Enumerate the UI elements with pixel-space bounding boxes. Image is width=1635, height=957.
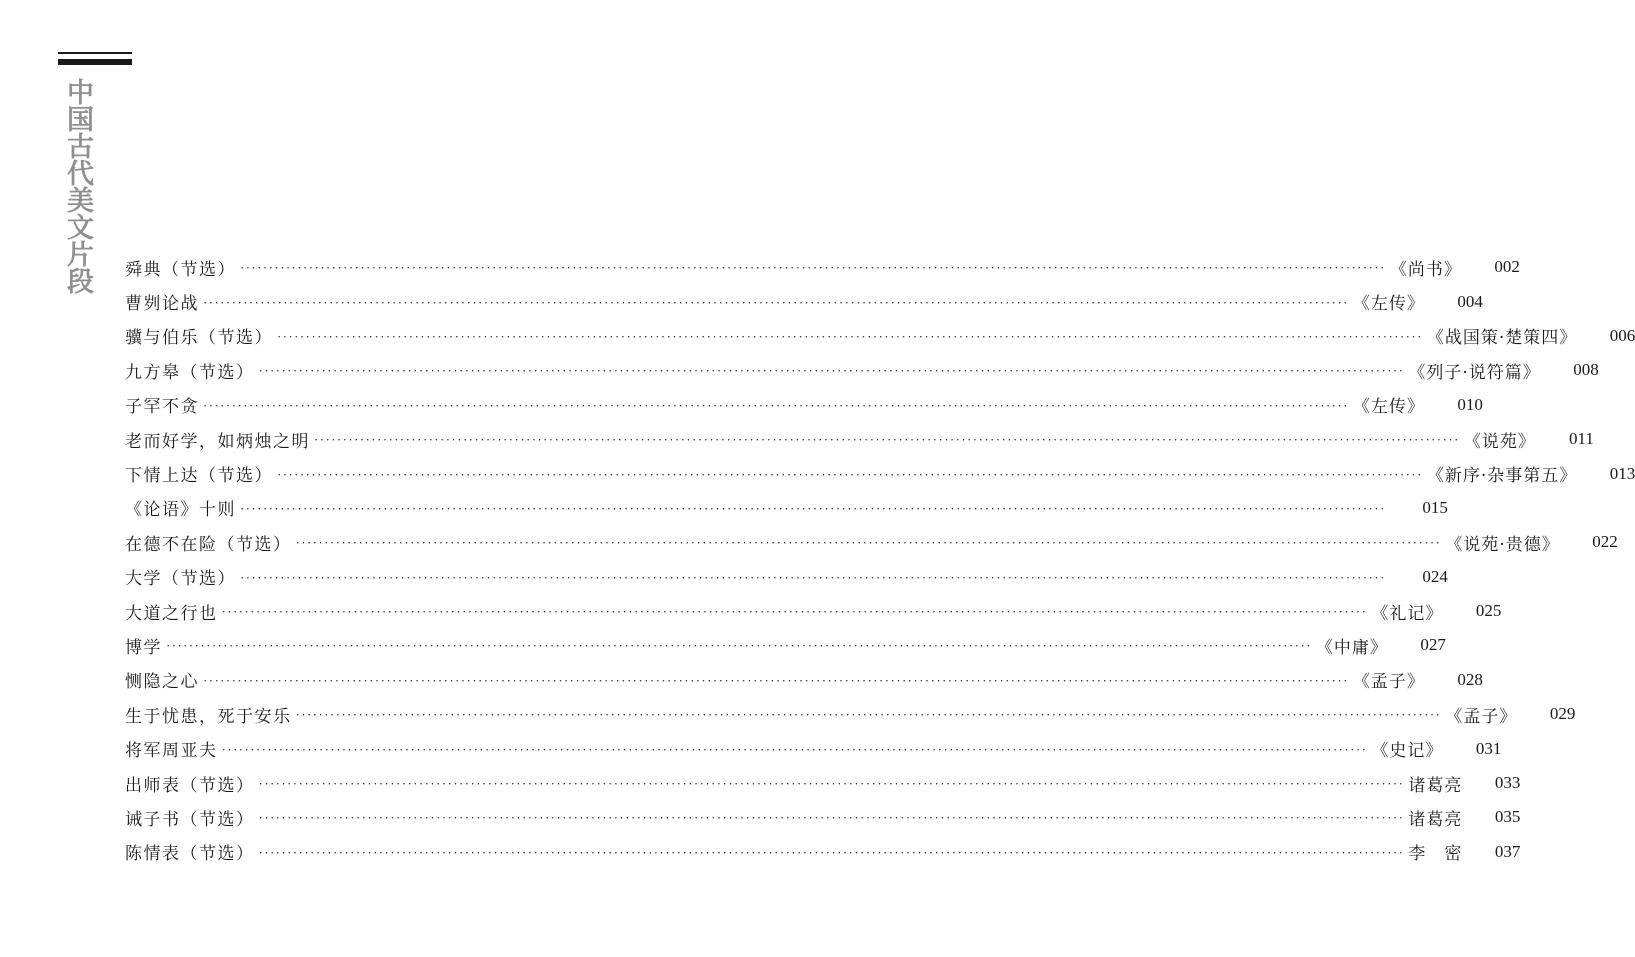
toc-entry-title: 下情上达（节选） — [125, 466, 273, 487]
toc-leader-dots: ········································································································································································································ — [221, 741, 1368, 757]
toc-entry[interactable] — [125, 628, 1446, 662]
header-rule-thick — [58, 59, 132, 65]
toc-entry-page: 037 — [1494, 841, 1521, 861]
toc-entry-source: 诸葛亮 — [1408, 775, 1463, 796]
toc-entry-source: 《孟子》 — [1445, 706, 1518, 727]
toc-entry-source: 《说苑·贵德》 — [1445, 534, 1560, 555]
toc-entry-page: 028 — [1457, 669, 1483, 689]
toc-leader-dots: ········································································································································································································ — [240, 569, 1386, 585]
toc-entry-page: 008 — [1573, 360, 1599, 380]
toc-entry-page: 024 — [1422, 566, 1448, 586]
toc-entry-page: 029 — [1549, 704, 1576, 724]
toc-entry[interactable] — [125, 663, 1483, 697]
toc-entry-source: 《战国策·楚策四》 — [1426, 328, 1578, 349]
toc-entry-page: 010 — [1457, 394, 1483, 414]
toc-entry-title: 诫子书（节选） — [125, 809, 255, 830]
toc-leader-dots: ········································································································································································································ — [203, 672, 1349, 688]
toc-entry-source: 《尚书》 — [1389, 259, 1462, 280]
table-of-contents — [125, 250, 1635, 869]
toc-entry[interactable] — [125, 560, 1448, 594]
toc-entry-title: 九方皋（节选） — [125, 362, 255, 383]
toc-entry[interactable] — [125, 731, 1502, 765]
toc-entry-source: 《列子·说符篇》 — [1408, 362, 1541, 383]
toc-entry-title: 陈情表（节选） — [125, 844, 255, 865]
toc-leader-dots: ········································································································································································································ — [295, 707, 1442, 723]
toc-entry-page: 033 — [1494, 773, 1521, 793]
toc-leader-dots: ········································································································································································································ — [258, 844, 1405, 860]
series-title: 中国古代美文片段 — [62, 78, 93, 294]
toc-entry-source: 《左传》 — [1352, 397, 1425, 418]
toc-entry-title: 在德不在险（节选） — [125, 534, 292, 555]
toc-entry[interactable] — [125, 594, 1502, 628]
toc-entry-source: 《礼记》 — [1371, 603, 1444, 624]
toc-leader-dots: ········································································································································································································ — [203, 294, 1349, 310]
toc-entry-source: 《史记》 — [1371, 741, 1444, 762]
toc-leader-dots: ········································································································································································································ — [258, 810, 1405, 826]
toc-entry-page: 011 — [1568, 429, 1594, 449]
toc-entry-title: 舜典（节选） — [125, 259, 236, 280]
toc-entry-source: 《孟子》 — [1352, 672, 1425, 693]
toc-entry-title: 老而好学，如炳烛之明 — [125, 431, 310, 452]
toc-leader-dots: ········································································································································································································ — [258, 776, 1405, 792]
toc-entry-page: 004 — [1457, 291, 1483, 311]
toc-entry[interactable] — [125, 319, 1635, 353]
toc-entry-title: 生于忧患，死于安乐 — [125, 706, 292, 727]
header-rule-thin — [58, 52, 132, 54]
toc-leader-dots: ········································································································································································································ — [295, 535, 1442, 551]
toc-entry-page: 025 — [1475, 601, 1502, 621]
toc-entry-title: 大学（节选） — [125, 569, 236, 590]
toc-leader-dots: ········································································································································································································ — [258, 363, 1405, 379]
toc-entry-title: 大道之行也 — [125, 603, 218, 624]
toc-entry-source: 《左传》 — [1352, 294, 1425, 315]
toc-entry-title: 恻隐之心 — [125, 672, 199, 693]
toc-entry[interactable] — [125, 766, 1521, 800]
toc-entry-title: 子罕不贪 — [125, 397, 199, 418]
toc-leader-dots: ········································································································································································································ — [166, 638, 1312, 654]
toc-entry-page: 006 — [1609, 325, 1635, 345]
toc-leader-dots: ········································································································································································································ — [240, 500, 1386, 516]
toc-entry-source: 诸葛亮 — [1408, 809, 1463, 830]
toc-entry-page: 002 — [1494, 257, 1520, 277]
toc-entry[interactable] — [125, 250, 1520, 284]
toc-entry[interactable] — [125, 422, 1594, 456]
toc-entry-source: 李 密 — [1408, 844, 1463, 865]
toc-leader-dots: ········································································································································································································ — [221, 604, 1368, 620]
toc-entry-title: 出师表（节选） — [125, 775, 255, 796]
toc-entry-page: 015 — [1422, 497, 1448, 517]
toc-entry-page: 013 — [1609, 463, 1635, 483]
toc-entry[interactable] — [125, 800, 1521, 834]
toc-entry-page: 035 — [1494, 807, 1521, 827]
toc-entry-title: 骥与伯乐（节选） — [125, 328, 273, 349]
toc-entry-title: 将军周亚夫 — [125, 741, 218, 762]
toc-entry-source: 《新序·杂事第五》 — [1426, 466, 1578, 487]
toc-entry[interactable] — [125, 353, 1599, 387]
toc-entry[interactable] — [125, 284, 1483, 318]
toc-entry[interactable] — [125, 697, 1576, 731]
toc-entry[interactable] — [125, 491, 1448, 525]
toc-leader-dots: ········································································································································································································ — [203, 397, 1349, 413]
toc-entry-title: 曹刿论战 — [125, 294, 199, 315]
toc-entry-page: 022 — [1592, 532, 1618, 552]
toc-entry[interactable] — [125, 456, 1635, 490]
toc-entry-title: 《论语》十则 — [125, 500, 236, 521]
toc-leader-dots: ········································································································································································································ — [314, 432, 1460, 448]
toc-leader-dots: ········································································································································································································ — [277, 328, 1423, 344]
toc-entry[interactable] — [125, 525, 1618, 559]
toc-leader-dots: ········································································································································································································ — [240, 260, 1386, 276]
toc-entry[interactable] — [125, 388, 1483, 422]
toc-entry-page: 027 — [1420, 635, 1446, 655]
toc-entry-title: 博学 — [125, 637, 162, 658]
toc-entry[interactable] — [125, 835, 1521, 869]
toc-leader-dots: ········································································································································································································ — [277, 466, 1423, 482]
toc-entry-source: 《中庸》 — [1315, 637, 1388, 658]
toc-entry-page: 031 — [1475, 738, 1502, 758]
toc-entry-source: 《说苑》 — [1463, 431, 1536, 452]
